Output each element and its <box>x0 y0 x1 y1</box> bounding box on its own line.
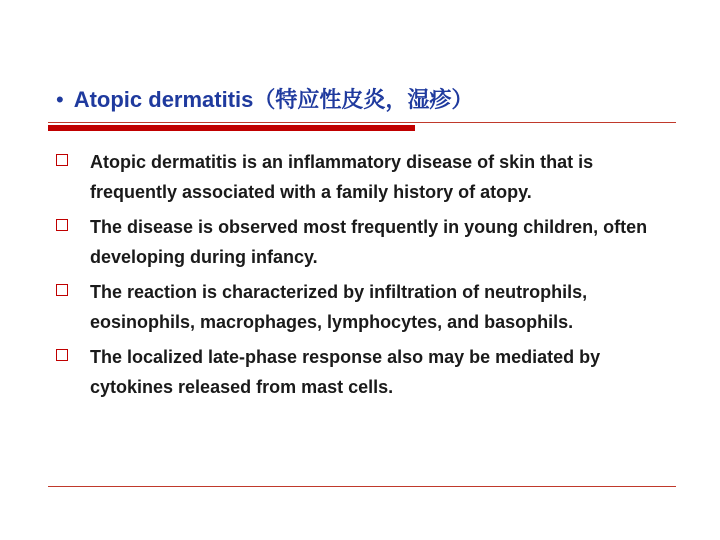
list-item-text: The localized late-phase response also may be mediated by cytokines released from mast cells. <box>90 347 601 397</box>
hollow-square-bullet-icon <box>56 154 68 166</box>
title-divider-line <box>48 122 676 123</box>
list-item <box>56 148 666 207</box>
title-bullet-icon: • <box>56 87 64 112</box>
slide-title <box>56 82 473 118</box>
list-item-text: Atopic dermatitis is an inflammatory disease of skin that is frequently associated with a family history of atopy. <box>90 152 594 202</box>
title-accent-bar <box>48 125 415 131</box>
list-item <box>56 213 666 272</box>
list-item-text: The disease is observed most frequently in young children, often developing during infancy. <box>90 217 648 267</box>
footer-divider-line <box>48 486 676 487</box>
list-item <box>56 278 666 337</box>
hollow-square-bullet-icon <box>56 219 68 231</box>
hollow-square-bullet-icon <box>56 284 68 296</box>
title-text: Atopic dermatitis（特应性皮炎，湿疹） <box>73 87 474 112</box>
bullet-list <box>56 148 666 408</box>
list-item <box>56 343 666 402</box>
list-item-text: The reaction is characterized by infiltration of neutrophils, eosinophils, macrophages, lymphocytes, and basophils. <box>90 282 588 332</box>
hollow-square-bullet-icon <box>56 349 68 361</box>
